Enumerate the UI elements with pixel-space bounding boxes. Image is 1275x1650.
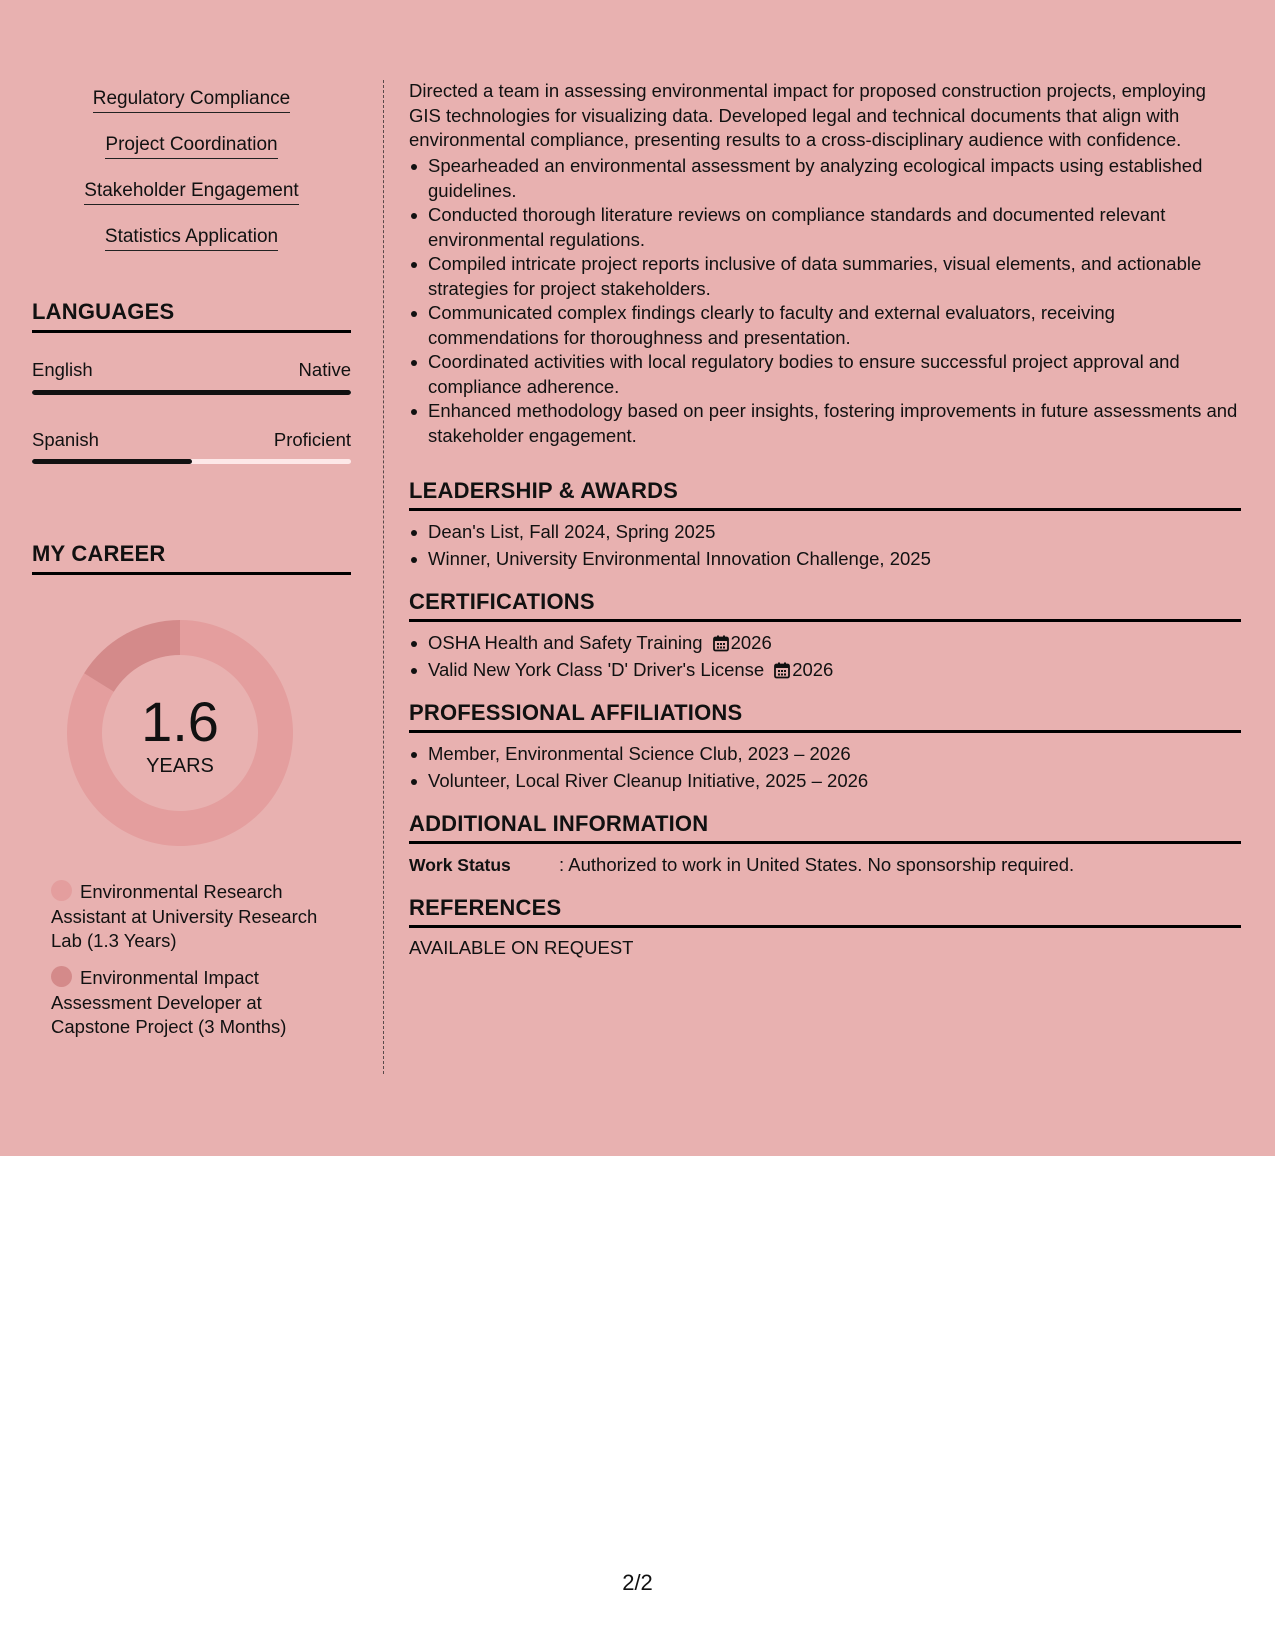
experience-summary: Directed a team in assessing environmental impact for proposed construction projects, employing GIS technologies for visualizing data. Developed legal and technical documents that align with environmental compliance, presenting results to a cross-disciplinary audience with confidence. xyxy=(409,80,1206,150)
affiliations-heading: PROFESSIONAL AFFILIATIONS xyxy=(409,699,1241,733)
calendar-icon xyxy=(713,635,729,652)
legend-dot xyxy=(51,880,72,901)
career-heading: MY CAREER xyxy=(32,540,351,575)
certification-name: OSHA Health and Safety Training xyxy=(428,632,703,653)
references-text: AVAILABLE ON REQUEST xyxy=(409,937,634,958)
experience-bullet: Enhanced methodology based on peer insights, fostering improvements in future assessments and stakeholder engagement. xyxy=(409,399,1241,448)
column-divider xyxy=(383,80,384,1074)
certification-item xyxy=(409,658,1241,683)
career-legend-item xyxy=(51,966,341,1040)
skill-item: Statistics Application xyxy=(105,224,278,251)
language-proficiency-bar xyxy=(32,459,351,464)
certification-year: 2026 xyxy=(730,632,772,653)
work-status-label: Work Status xyxy=(409,855,511,875)
experience-bullet: Communicated complex findings clearly to faculty and external evaluators, receiving commendations for thoroughness and presentation. xyxy=(409,301,1241,350)
career-donut-chart xyxy=(67,620,293,846)
leadership-item: Winner, University Environmental Innovation Challenge, 2025 xyxy=(409,547,1241,572)
certification-name: Valid New York Class 'D' Driver's License xyxy=(428,658,765,680)
career-total-value: 1.6 xyxy=(141,690,219,753)
work-status-value: : Authorized to work in United States. No sponsorship required. xyxy=(559,854,1075,875)
affiliation-item: Member, Environmental Science Club, 2023 – 2026 xyxy=(409,742,1241,767)
career-legend-item xyxy=(51,880,341,954)
legend-dot xyxy=(51,966,72,987)
language-proficiency-fill xyxy=(32,459,192,464)
skill-item: Project Coordination xyxy=(105,132,277,159)
affiliation-item: Volunteer, Local River Cleanup Initiative, 2025 – 2026 xyxy=(409,769,1241,794)
career-legend-label: Environmental Research Assistant at University Research Lab (1.3 Years) xyxy=(51,881,318,951)
languages-heading: LANGUAGES xyxy=(32,298,351,333)
experience-bullet: Spearheaded an environmental assessment by analyzing ecological impacts using established guidelines. xyxy=(409,154,1241,203)
certifications-list xyxy=(409,631,1241,682)
career-legend-label: Environmental Impact Assessment Developer at Capstone Project (3 Months) xyxy=(51,967,287,1037)
language-name: English xyxy=(32,359,93,380)
skill-item: Stakeholder Engagement xyxy=(84,178,298,205)
calendar-icon xyxy=(774,662,790,679)
page-number: 2/2 xyxy=(622,1570,653,1595)
references-heading: REFERENCES xyxy=(409,894,1241,928)
language-proficiency-fill xyxy=(32,390,351,395)
leadership-list xyxy=(409,520,1241,571)
skill-item: Regulatory Compliance xyxy=(93,86,291,113)
experience-bullet: Coordinated activities with local regulatory bodies to ensure successful project approval and compliance adherence. xyxy=(409,350,1241,399)
leadership-item: Dean's List, Fall 2024, Spring 2025 xyxy=(409,520,1241,545)
certifications-heading: CERTIFICATIONS xyxy=(409,588,1241,622)
language-name: Spanish xyxy=(32,429,99,450)
additional-info-heading: ADDITIONAL INFORMATION xyxy=(409,810,1241,844)
experience-bullet: Conducted thorough literature reviews on compliance standards and documented relevant environmental regulations. xyxy=(409,203,1241,252)
certification-item xyxy=(409,631,1241,656)
language-level: Native xyxy=(298,359,351,380)
language-level: Proficient xyxy=(273,429,351,450)
career-total-unit: YEARS xyxy=(146,755,214,777)
experience-bullet: Compiled intricate project reports inclusive of data summaries, visual elements, and actionable strategies for project stakeholders. xyxy=(409,252,1241,301)
affiliations-list xyxy=(409,742,1241,793)
skills-list xyxy=(32,86,351,270)
donut-segment xyxy=(84,620,180,692)
language-proficiency-bar xyxy=(32,390,351,395)
leadership-heading: LEADERSHIP & AWARDS xyxy=(409,477,1241,511)
certification-year: 2026 xyxy=(792,658,834,680)
experience-bullets xyxy=(409,154,1241,448)
